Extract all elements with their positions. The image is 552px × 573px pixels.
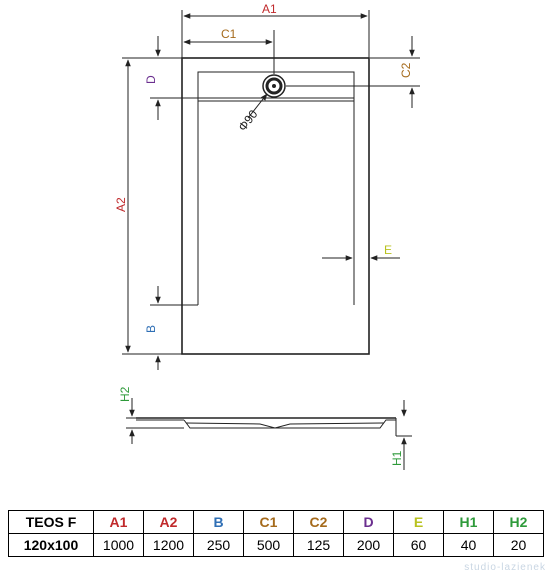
a2-label: A2 xyxy=(114,197,128,212)
h2-label: H2 xyxy=(118,386,132,402)
table-row xyxy=(9,534,544,557)
c2-label: C2 xyxy=(399,62,413,78)
cell-a1: 1000 xyxy=(94,534,144,557)
header-c1: C1 xyxy=(244,511,294,534)
side-profile xyxy=(136,418,396,436)
tray-outline xyxy=(182,58,369,354)
table-header-row xyxy=(9,511,544,534)
header-d: D xyxy=(344,511,394,534)
cell-h2: 20 xyxy=(494,534,544,557)
tray-inner-edge xyxy=(198,72,354,305)
c1-label: C1 xyxy=(221,27,237,41)
header-a1: A1 xyxy=(94,511,144,534)
a1-label: A1 xyxy=(262,2,277,16)
d-label: D xyxy=(144,75,158,84)
cell-e: 60 xyxy=(394,534,444,557)
cell-c2: 125 xyxy=(294,534,344,557)
watermark: studio-lazienek xyxy=(464,562,546,573)
cell-c1: 500 xyxy=(244,534,294,557)
header-h2: H2 xyxy=(494,511,544,534)
header-e: E xyxy=(394,511,444,534)
header-b: B xyxy=(194,511,244,534)
drain-icon xyxy=(263,75,285,97)
cell-model: 120x100 xyxy=(9,534,94,557)
drain-diameter-label: Φ90 xyxy=(235,107,261,134)
cell-a2: 1200 xyxy=(144,534,194,557)
cell-d: 200 xyxy=(344,534,394,557)
header-c2: C2 xyxy=(294,511,344,534)
header-model: TEOS F xyxy=(9,511,94,534)
cell-b: 250 xyxy=(194,534,244,557)
header-a2: A2 xyxy=(144,511,194,534)
h1-label: H1 xyxy=(390,450,404,466)
e-label: E xyxy=(384,243,393,257)
b-label: B xyxy=(144,324,158,333)
cell-h1: 40 xyxy=(444,534,494,557)
dimensions-table xyxy=(8,510,544,557)
header-h1: H1 xyxy=(444,511,494,534)
